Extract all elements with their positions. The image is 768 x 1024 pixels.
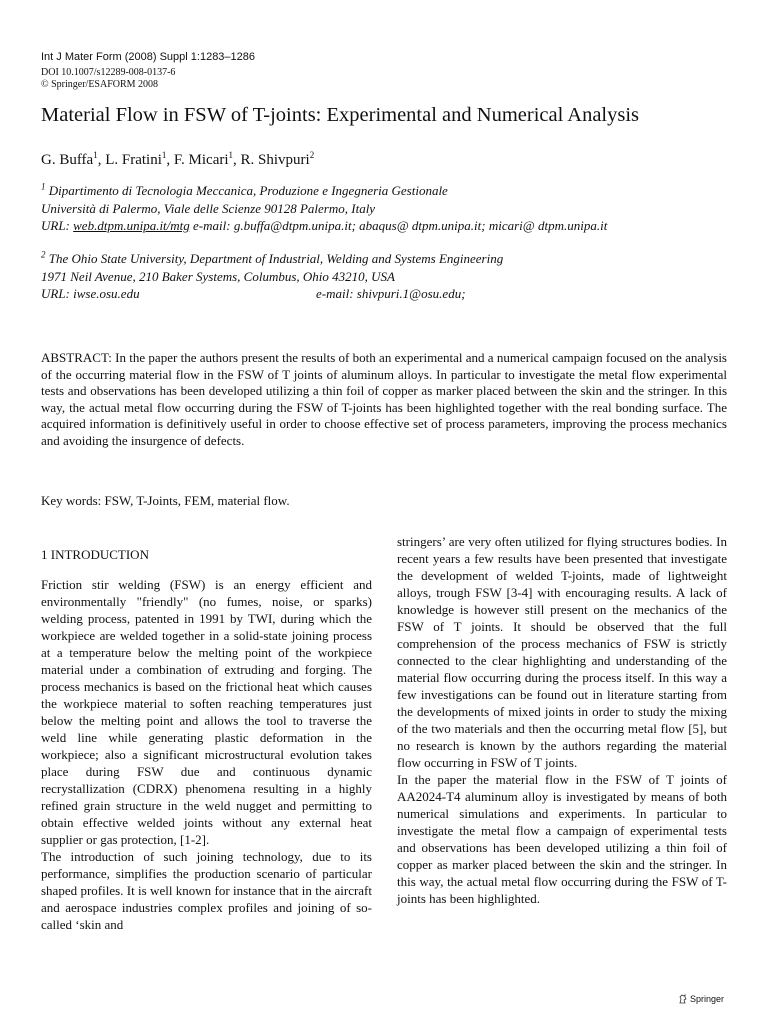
affiliation-2-line1: $^2$ The Ohio State University, Department of Industrial, Welding and Systems Engineering [41, 249, 504, 266]
publisher-footer [678, 993, 724, 1005]
doi: DOI 10.1007/s12289-008-0137-6 [41, 67, 176, 78]
paper-title: Material Flow in FSW of T-joints: Experimental and Numerical Analysis [41, 104, 640, 126]
section-heading-introduction: 1 INTRODUCTION [41, 547, 149, 562]
abstract: ABSTRACT: In the paper the authors present the results of both an experimental and a numerical campaign focused on the analysis of the occurring material flow in the FSW of T joints of aluminum alloys. In particular to investigate the metal flow experimental tests and observations has been developed utilizing a thin foil of copper as marker placed between the skin and the stringer. In this way, the actual metal flow occurring during the FSW of T-joints has been highlighted together with the real bonding surface. The acquired information is definitively useful in order to choose effective set of process parameters, improving the process mechanics and avoiding the insurgence of defects. [41, 350, 727, 448]
author-list: G. Buffa$^1$, L. Fratini$^1$, F. Micari$^1$, R. Shivpuri$^2$ [41, 150, 315, 168]
author-affiliation-mark: 2 [309, 150, 315, 160]
author-affiliation-mark: 1 [161, 150, 167, 160]
author-name: G. Buffa [41, 152, 94, 168]
author-name: L. Fratini [105, 152, 162, 168]
affiliation-1-line1: $^1$ Dipartimento di Tecnologia Meccanica, Produzione e Ingegneria Gestionale [41, 181, 448, 198]
springer-horse-icon [678, 994, 688, 1004]
paragraph: stringers’ are very often utilized for flying structures bodies. In recent years a few results have been presented that investigate the development of welded T-joints, made of lightweight alloys, trough FSW [3-4] with encouraging results. A lack of knowledge is however still present on the mechanics of the FSW of T joints. It should be observed that the full comprehension of the process mechanics of FSW is strictly connected to the clear highlighting and understanding of the material flow occurring during the process itself. In this way a few investigations can be found out in literature starting from the developments of mixed joints in order to study the mixing of the two materials and then the occurring metal flow [5], but no research is known by the authors regarding the material flow occurring in FSW of T joints. [397, 534, 727, 771]
left-column [41, 576, 372, 933]
affiliation-mark: 1 [41, 181, 46, 192]
paragraph: In the paper the material flow in the FSW of T joints of AA2024-T4 aluminum alloy is investigated by means of both numerical simulations and experiments. In particular to investigate the metal flow a campaign of experimental tests and observations has been developed utilizing a thin foil of copper as marker placed between the skin and the stringer. In this way, the actual metal flow occurring during the FSW of T-joints has been highlighted. [397, 772, 727, 907]
publisher-name: Springer [690, 994, 725, 1004]
paragraph: Friction stir welding (FSW) is an energy efficient and environmentally "friendly" (no fumes, noise, or sparks) welding process, patented in 1991 by TWI, during which the workpiece are welded together in a solid-state joining process at a temperature below the melting point of the workpiece material under a combination of extruding and forging. The process mechanics is based on the frictional heat which causes the workpiece material to soften reaching temperatures just below the melting point and allows the tool to traverse the weld line while generating plastic deformation in the workpiece; also a significant microstructural evolution takes place during FSW due and continuous dynamic recrystallization (CDRX) phenomena resulting in a highly refined grain structure in the weld nugget and permitting to obtain effective welded joints without any external heat supplier or gas protection, [1-2]. [41, 577, 372, 848]
author-affiliation-mark: 1 [93, 150, 98, 160]
affiliation-1-line2: Università di Palermo, Viale delle Scienze 90128 Palermo, Italy [41, 201, 376, 216]
paragraph: The introduction of such joining technology, due to its performance, simplifies the production scenario of particular shaped profiles. It is well known for instance that in the aircraft and aerospace industries complex profiles and joining of so-called ‘skin and [41, 849, 372, 933]
copyright: © Springer/ESAFORM 2008 [41, 79, 159, 90]
right-column [397, 533, 727, 907]
affiliation-mark: 2 [41, 249, 46, 260]
author-name: F. Micari [173, 152, 229, 168]
journal-citation: Int J Mater Form (2008) Suppl 1:1283–1286 [41, 51, 256, 63]
affiliation-2-line2: 1971 Neil Avenue, 210 Baker Systems, Columbus, Ohio 43210, USA [41, 269, 395, 284]
affiliation-1-url-link[interactable]: web.dtpm.unipa.it/mtg [73, 218, 190, 233]
keywords: Key words: FSW, T-Joints, FEM, material flow. [41, 493, 290, 508]
affiliation-1-email: e-mail: g.buffa@dtpm.unipa.it; abaqus@ dtpm.unipa.it; micari@ dtpm.unipa.it [189, 218, 608, 233]
affiliation-1-contact: URL: web.dtpm.unipa.it/mtg e-mail: g.buffa@dtpm.unipa.it; abaqus@ dtpm.unipa.it; micari@ dtpm.unipa.it [41, 218, 608, 233]
affiliation-2-email: e-mail: shivpuri.1@osu.edu; [316, 286, 466, 301]
affiliation-2-url: URL: iwse.osu.edu [41, 286, 140, 301]
author-name: R. Shivpuri [240, 152, 310, 168]
author-affiliation-mark: 1 [228, 150, 234, 160]
